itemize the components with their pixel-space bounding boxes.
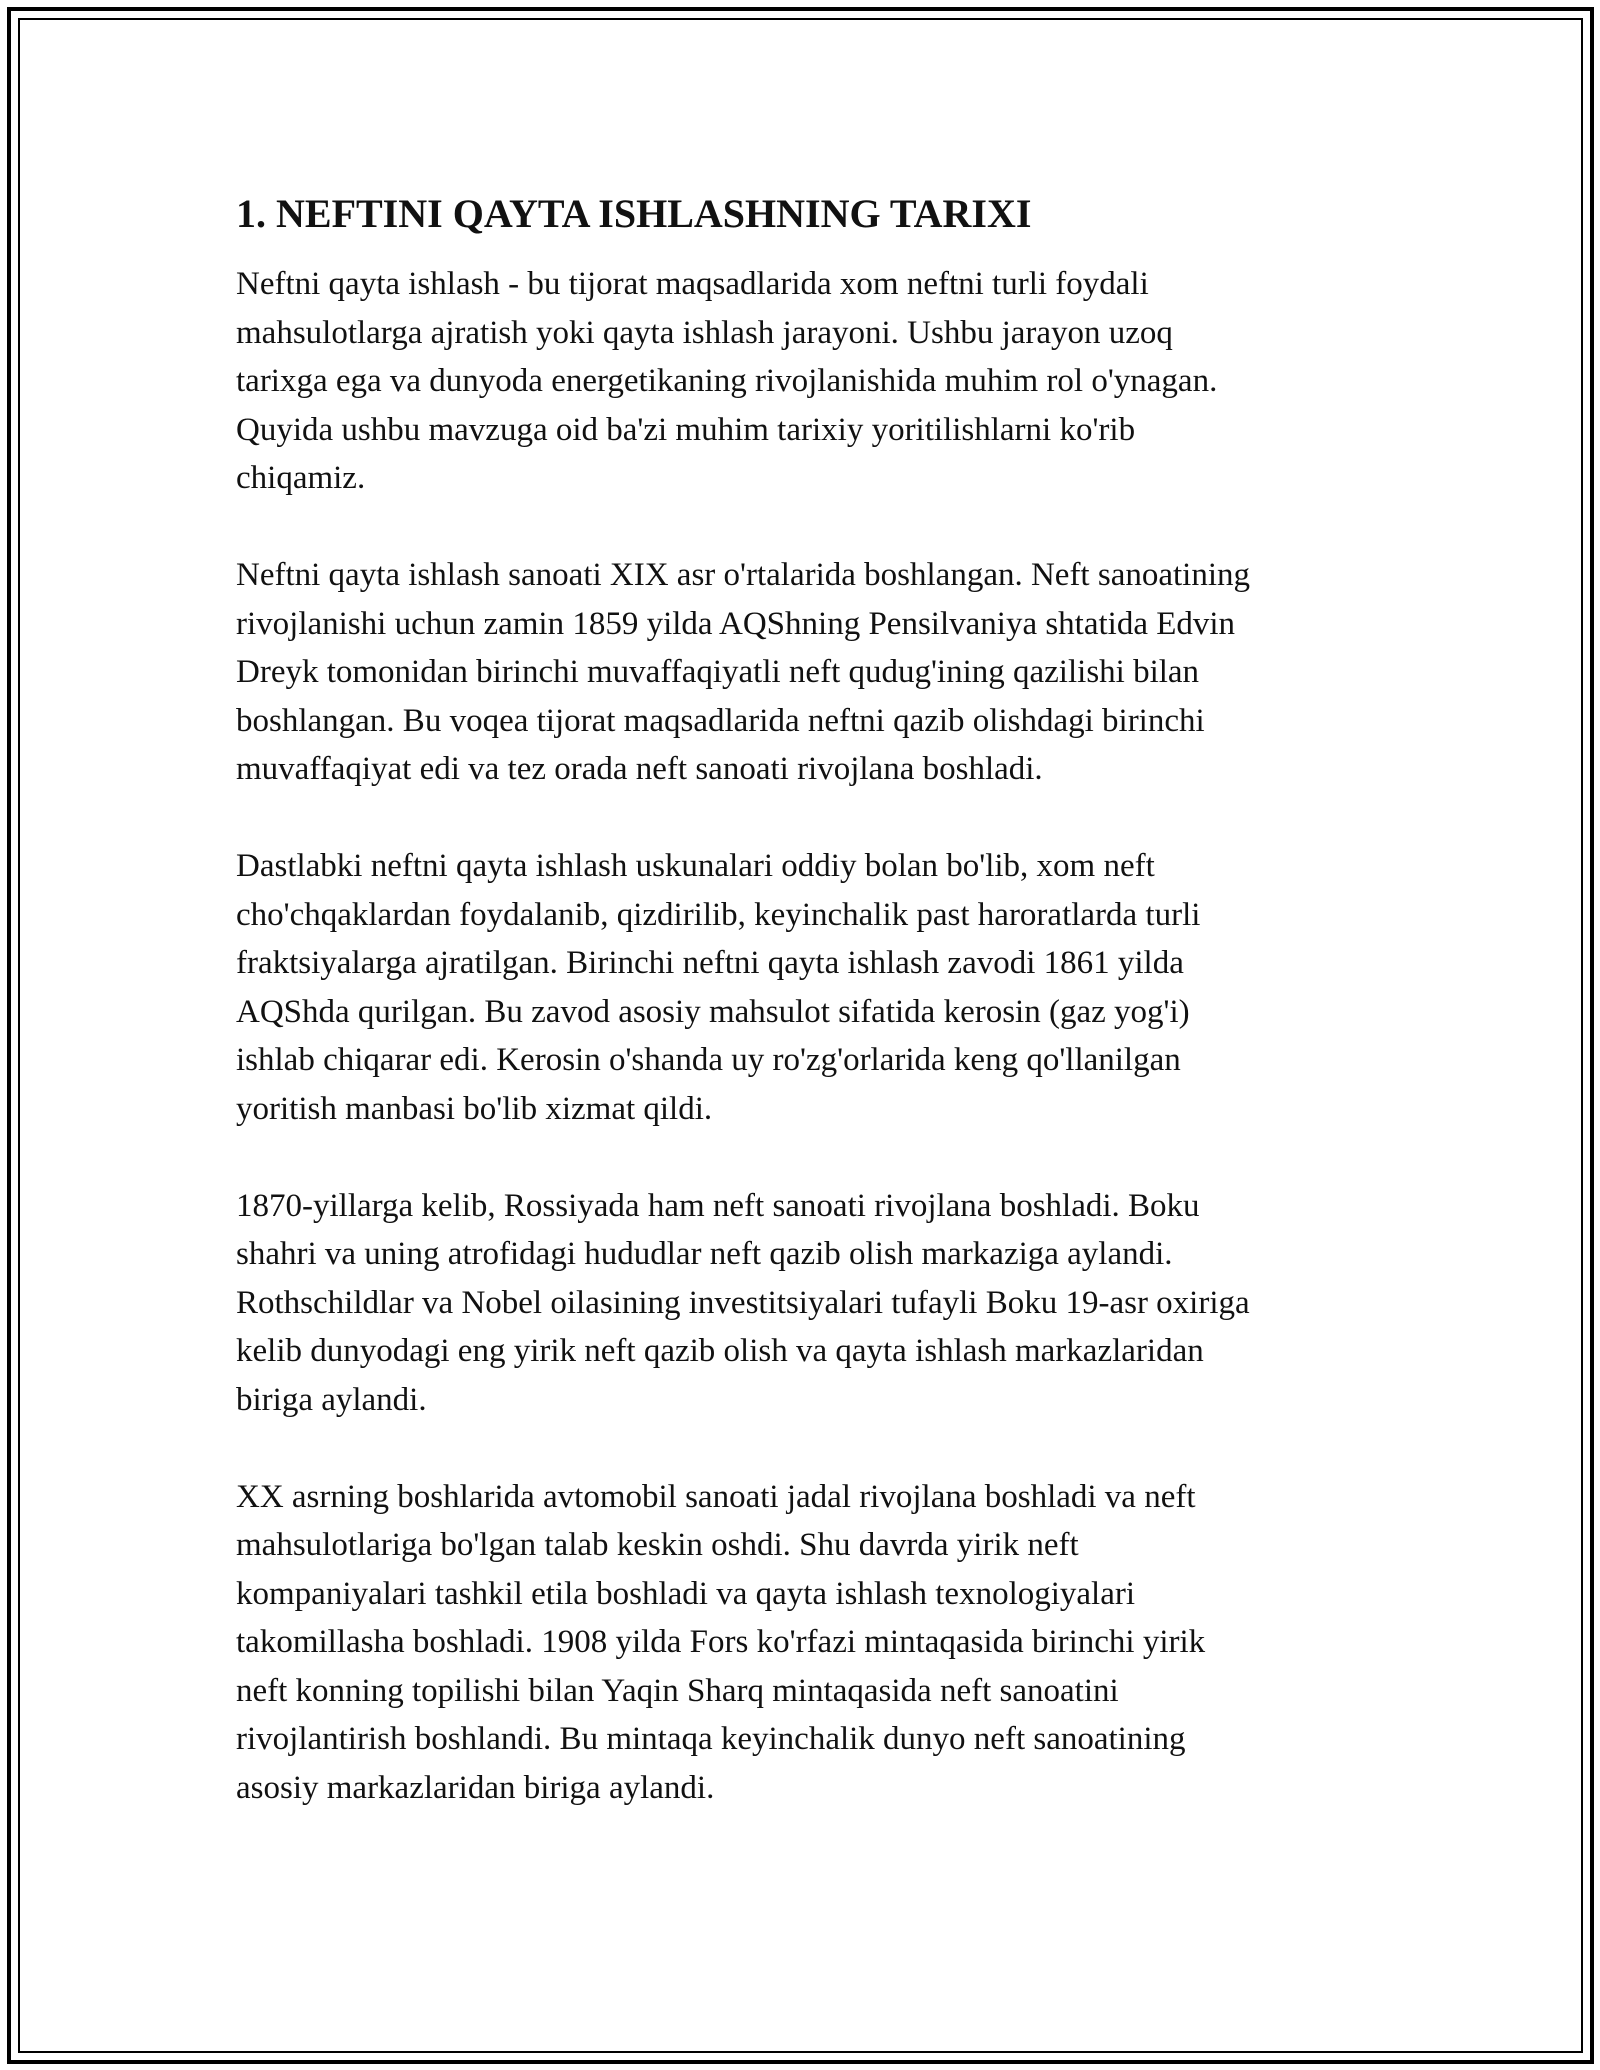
paragraph-early-equipment <box>236 842 1386 1133</box>
text-line: muvaffaqiyat edi va tez orada neft sanoati rivojlana boshladi. <box>236 751 1043 787</box>
text-line: chiqamiz. <box>236 460 366 496</box>
text-line: Quyida ushbu mavzuga oid ba'zi muhim tarixiy yoritilishlarni ko'rib <box>236 411 1136 448</box>
text-line: Neftni qayta ishlash - bu tijorat maqsadlarida xom neftni turli foydali <box>236 266 1149 302</box>
text-line: kompaniyalari tashkil etila boshladi va qayta ishlash texnologiyalari <box>236 1575 1136 1612</box>
paragraph-russia <box>236 1182 1386 1425</box>
text-line: Dastlabki neftni qayta ishlash uskunalari oddiy bolan bo'lib, xom neft <box>236 848 1155 884</box>
text-line: boshlangan. Bu voqea tijorat maqsadlarida neftni qazib olishdagi birinchi <box>236 702 1205 739</box>
paragraph-20th-century <box>236 1473 1386 1813</box>
text-line: yoritish manbasi bo'lib xizmat qildi. <box>236 1090 713 1127</box>
text-line: 1870-yillarga kelib, Rossiyada ham neft sanoati rivojlana boshladi. Boku <box>236 1187 1200 1224</box>
text-line: shahri va uning atrofidagi hududlar neft qazib olish markaziga aylandi. <box>236 1236 1173 1272</box>
text-line: cho'chqaklardan foydalanib, qizdirilib, keyinchalik past haroratlarda turli <box>236 896 1201 933</box>
document-title: 1. NEFTINI QAYTA ISHLASHNING TARIXI <box>236 191 1032 236</box>
text-line: tarixga ega va dunyoda energetikaning rivojlanishida muhim rol o'ynagan. <box>236 363 1218 399</box>
text-line: ishlab chiqarar edi. Kerosin o'shanda uy ro'zg'orlarida keng qo'llanilgan <box>236 1042 1181 1078</box>
text-line: takomillasha boshladi. 1908 yilda Fors ko'rfazi mintaqasida birinchi yirik <box>236 1624 1206 1660</box>
text-line: mahsulotlarga ajratish yoki qayta ishlash jarayoni. Ushbu jarayon uzoq <box>236 314 1173 351</box>
text-line: AQShda qurilgan. Bu zavod asosiy mahsulot sifatida kerosin (gaz yog'i) <box>236 993 1190 1030</box>
text-line: Neftni qayta ishlash sanoati XIX asr o'rtalarida boshlangan. Neft sanoatining <box>236 557 1250 593</box>
text-line: neft konning topilishi bilan Yaqin Sharq mintaqasida neft sanoatini <box>236 1672 1119 1709</box>
text-line: asosiy markazlaridan biriga aylandi. <box>236 1769 715 1806</box>
text-line: mahsulotlariga bo'lgan talab keskin oshdi. Shu davrda yirik neft <box>236 1527 1079 1563</box>
text-line: kelib dunyodagi eng yirik neft qazib olish va qayta ishlash markazlaridan <box>236 1333 1204 1369</box>
text-line: biriga aylandi. <box>236 1381 427 1418</box>
paragraph-19th-century <box>236 551 1386 794</box>
text-line: rivojlantirish boshlandi. Bu mintaqa keyinchalik dunyo neft sanoatining <box>236 1721 1186 1757</box>
text-line: fraktsiyalarga ajratilgan. Birinchi neftni qayta ishlash zavodi 1861 yilda <box>236 945 1184 981</box>
document-body <box>236 186 1386 1861</box>
text-line: XX asrning boshlarida avtomobil sanoati jadal rivojlana boshladi va neft <box>236 1478 1196 1515</box>
text-line: Dreyk tomonidan birinchi muvaffaqiyatli neft qudug'ining qazilishi bilan <box>236 654 1200 690</box>
text-line: rivojlanishi uchun zamin 1859 yilda AQShning Pensilvaniya shtatida Edvin <box>236 605 1236 642</box>
text-line: Rothschildlar va Nobel oilasining investitsiyalari tufayli Boku 19-asr oxiriga <box>236 1284 1250 1321</box>
paragraph-intro <box>236 260 1386 503</box>
